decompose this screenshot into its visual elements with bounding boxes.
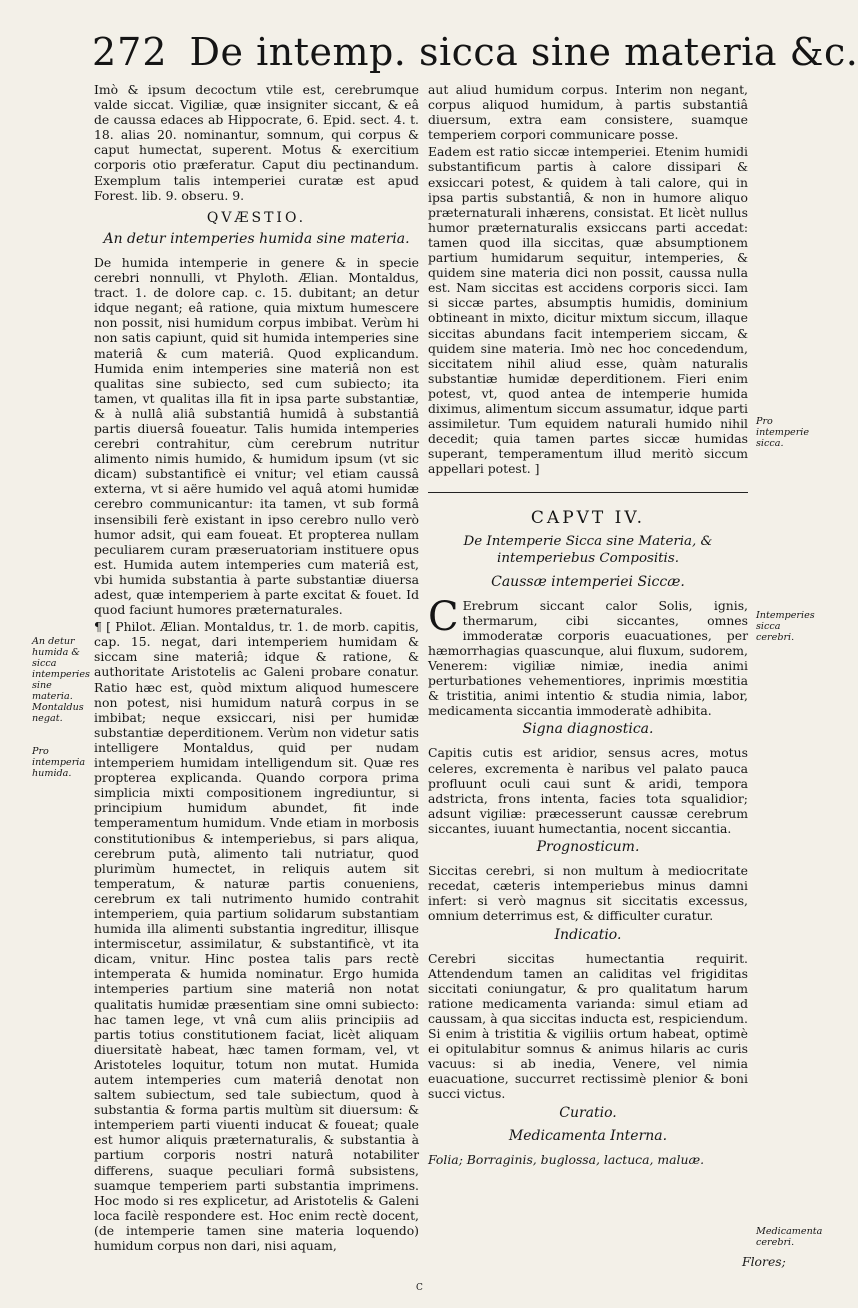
folia-line: Folia; Borraginis, buglossa, lactuca, maluæ. xyxy=(428,1151,705,1167)
continuation-paragraph: aut aliud humidum corpus. Interim non negant, corpus aliquod humidum, à partis substantiâ diuersum, extra eam consistere, suamque temperiem corpori communicare posse. xyxy=(428,82,748,143)
running-title: De intemp. sicca sine materia &c. xyxy=(189,30,858,74)
page-number: 272 xyxy=(92,30,168,74)
causae-heading: Caussæ intemperiei Siccæ. xyxy=(491,573,685,590)
indicatio-heading: Indicatio. xyxy=(554,926,622,943)
quaestio-paragraph-1: De humida intemperie in genere & in specie cerebri nonnulli, vt Phyloth. Ælian. Montaldus, tract. 1. de dolore cap. c. 15. dubitant; an detur idque negant; eâ ratione, quia mixtum humescere non possit, nisi humidum corpus imbibat. Verùm hi non satis capiunt, quid sit humida intemperies sine materiâ & cum materiâ. Quod explicandum. Humida enim intemperies sine materiâ non est qualitas sine subiecto, sed cum subiecto; ita tamen, vt qualitas illa fit in ipsa parte substantiæ, & à nullâ aliâ substantiâ humidâ à substantiâ partis diuersâ foueatur. Talis humida intemperies cerebri contrahitur, cùm cerebrum nutritur alimento nimis humido, & humidum ipsum (vt sic dicam) substantificè ei vnitur; vel etiam caussâ externa, vt si aëre humido vel aquâ atomi humidæ cerebro communicantur: ita tamen, vt sub formâ insensibili ferè existant in ipso cerebro nullo verò humor adsit, qui eam foueat. Et propterea nullam peculiarem curam præseruatoriam instituere opus est. Humida autem intemperies cum materiâ est, vbi humida substantia à parte substantiæ diuersa adest, quæ intemperiem à parte excitat & fouet. Id quod faciunt humores præternaturales. xyxy=(94,254,419,618)
signature-mark: C xyxy=(416,1283,423,1293)
intro-paragraph: Imò & ipsum decoctum vtile est, cerebrumque valde siccat. Vigiliæ, quæ insigniter siccant, & eâ de caussa edaces ab Hippocrate, 6. Epid. sect. 4. t. 18. alias 20. nominantur, somnum, qui corpus & caput humectat, superent. Motus & exercitium corporis otio præferatur. Caput diu pectinandum. Exemplum talis intemperiei curatæ est apud Forest. lib. 9. obseru. 9. xyxy=(94,82,419,203)
causae-text: Erebrum siccant calor Solis, ignis, thermarum, cibi siccantes, omnes immoderatæ corporis euacuationes, per hæmorrhagias quascunque, alui fluxum, sudorem, Venerem: vigiliæ nimiæ, inedia animi perturbationes vehementiores, inprimis mœstitia & tristitia, animi intentio & studia nimia, labor, medicamenta siccantia immoderatè adhibita. xyxy=(428,597,748,719)
margin-note-right-2: Intemperies sicca cerebri. xyxy=(756,610,815,643)
page-header xyxy=(92,30,858,78)
margin-note-right-1: Pro intemperie sicca. xyxy=(756,416,810,449)
chapter-title: De Intemperie Sicca sine Materia, & intemperiebus Compositis. xyxy=(463,533,713,566)
quaestio-heading: QVÆSTIO. xyxy=(206,209,307,226)
medicamenta-heading: Medicamenta Interna. xyxy=(508,1127,668,1144)
signa-heading: Signa diagnostica. xyxy=(522,721,654,738)
quaestio-title: An detur intemperies humida sine materia. xyxy=(103,230,410,247)
section-divider xyxy=(428,492,748,493)
quaestio-paragraph-2: ¶ [ Philot. Ælian. Montaldus, tr. 1. de morb. capitis, cap. 15. negat, dari intemperiem humidam & siccam sine materiâ; idque & ratione, & authoritate Aristotelis ac Galeni probare conatur. Ratio hæc est, quòd mixtum aliquod humescere non potest, nisi humidum naturâ corpus in se imbibat; neque exsiccari, nisi per humidæ substantiæ deperditionem. Verùm non videtur satis intelligere Montaldus, quid per nudam intemperiem humidam intelligendum sit. Quæ res propterea explicanda. Quando corpora prima simplicia mixti compositionem ingrediuntur, si principium humidum abundet, fit inde temperamentum humidum. Vnde etiam in morbosis constitutionibus & intemperiebus, si pars aliqua, cerebrum putà, alimento tali nutriatur, quod plurimùm humectet, in reliquis autem sit temperatum, & naturæ partis conueniens, cerebrum ex tali nutrimento humido contrahit intemperiem, quia partium solidarum substantiam humida illa alimenti substantia ingreditur, illisque intermiscetur, assimilatur, & substantificè, vt ita dicam, vnitur. Hinc postea talis pars rectè intemperata & humida nominatur. Ergo humida intemperies partium sine materiâ non notat qualitatis humidæ præsentiam sine omni subiecto: hac tamen lege, vt vnâ cum aliis principiis ad partis totius constitutionem faciat, licèt aliquam diuersitatè habeat, hæc tamen formam, vel, vt Aristoteles loquitur, totum non mutat. Humida autem intemperies cum materiâ denotat non saltem subiectum, sed tale subiectum, quod à substantia & forma partis multùm sit diuersum: & intemperiem parti viuenti inducat & foueat; quale est humor aliquis præternaturalis, & substantia à partium corporis nostri naturâ notabiliter differens, suaque peculiari formâ subsistens, suamque temperiem parti substantia imprimens. Hoc modo si res explicetur, ad Aristotelis & Galeni loca facilè respondere est. Hoc enim rectè docent, (de intemperie tamen sine materia loquendo) humidum corpus non dari, nisi aquam, xyxy=(94,619,419,1254)
signa-paragraph: Capitis cutis est aridior, sensus acres, motus celeres, excrementa è naribus vel palato pauca profluunt oculi caui sunt & aridi, tempora adstricta, frons intenta, facies tota squalidior; adsunt vigiliæ: præcesserunt caussæ cerebrum siccantes, iuuant humectantia, nocent siccantia. xyxy=(428,745,748,836)
margin-note-right-3: Medicamenta cerebri. xyxy=(756,1226,823,1248)
curatio-heading: Curatio. xyxy=(559,1104,617,1121)
right-column xyxy=(428,82,748,1169)
prognosticum-paragraph: Siccitas cerebri, si non multum à mediocritate recedat, cæteris intemperiebus minus damni infert: si verò magnus sit siccitatis excessus, omnium deterrimus est, & difficulter curatur. xyxy=(428,863,748,924)
causae-paragraph xyxy=(428,593,748,719)
chapter-heading: CAPVT IV. xyxy=(530,508,646,529)
left-column xyxy=(94,82,419,1255)
prognosticum-heading: Prognosticum. xyxy=(536,839,640,856)
margin-note-left-1: An detur humida & sicca intemperies sine materia. Montaldus negat. xyxy=(32,636,90,724)
margin-note-left-2: Pro intemperia humida. xyxy=(32,746,86,779)
drop-capital: C xyxy=(428,593,459,640)
indicatio-paragraph: Cerebri siccitas humectantia requirit. Attendendum tamen an caliditas vel frigiditas siccitati coniungatur, & pro qualitatum harum ratione medicamenta varianda: simul etiam ad caussam, à qua siccitas inducta est, respiciendum. Si enim à tristitia & vigiliis ortum habeat, optimè ei opitulabitur somnus & animus hilaris ac curis vacuus: si ab inedia, Venere, vel nimia euacuatione, succurret rectissimè plenior & boni succi victus. xyxy=(428,950,748,1102)
sicca-paragraph: Eadem est ratio siccæ intemperiei. Etenim humidi substantificum partis à calore dissipari & exsiccari potest, & quidem à tali calore, qui in ipsa partis substantiâ, & non in humore aliquo præternaturali inhærens, consistat. Et licèt nullus humor præternaturalis exsiccans parti accedat: tamen quod illa siccitas, quæ absumptionem partium humidarum sequitur, intemperies, & quidem sine materia dici non possit, caussa nulla est. Nam siccitas est accidens corporis sicci. Iam si siccæ partes, absumptis humidis, dominium obtineant in mixto, dicitur mixtum siccum, illaque siccitas abundans facit intemperiem siccam, & quidem sine materia. Imò nec hoc concedendum, siccitatem nihil aliud esse, quàm naturalis substantiæ humidæ deperditionem. Fieri enim potest, vt, quod antea de intemperie humida diximus, alimentum siccum assumatur, idque parti assimiletur. Tum equidem naturali humido nihil decedit; quia tamen partes siccæ humidas superant, temperamentum illud meritò siccum appellari potest. ] xyxy=(428,144,748,477)
catchword: Flores; xyxy=(742,1254,786,1269)
